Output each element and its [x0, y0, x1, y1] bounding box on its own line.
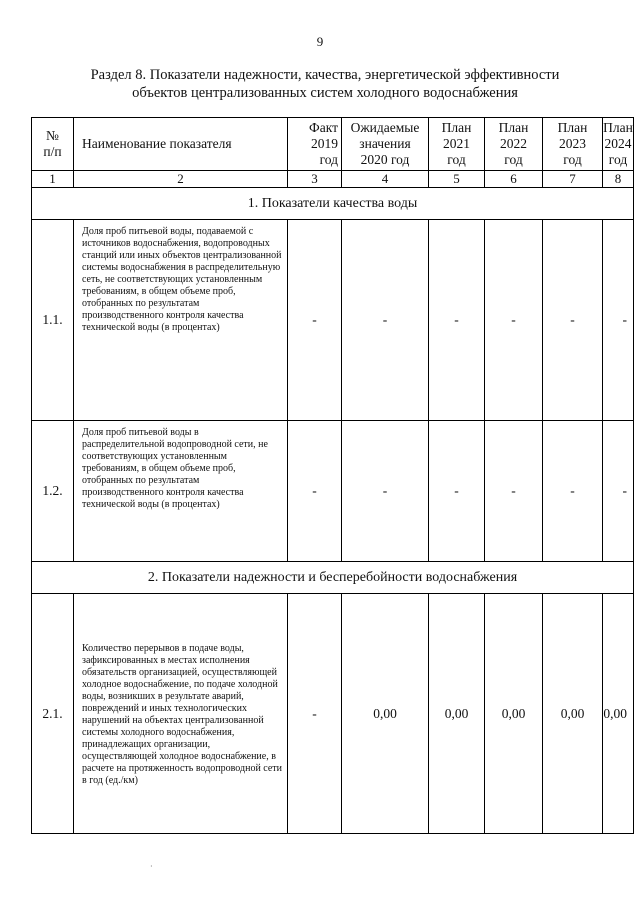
col-number: 2 [74, 171, 288, 188]
section-title-line2: объектов централизованных систем холодного водоснабжения [132, 85, 518, 101]
header-plan-2024: План 2024 год [603, 118, 634, 171]
col-number: 5 [429, 171, 485, 188]
table-row [32, 220, 634, 421]
header-fact-2019: Факт 2019 год [288, 118, 342, 171]
row-value: 0,00 [543, 594, 603, 834]
group-row-reliability [32, 562, 634, 594]
row-value: - [288, 220, 342, 421]
header-plan-2023: План 2023 год [543, 118, 603, 171]
col-number: 8 [603, 171, 634, 188]
row-value: - [603, 421, 634, 562]
header-num: № п/п [32, 118, 74, 171]
row-value: - [342, 421, 429, 562]
col-number: 7 [543, 171, 603, 188]
col-number: 1 [32, 171, 74, 188]
row-description: Доля проб питьевой воды, подаваемой с источников водоснабжения, водопроводных станций или иных объектов централизованной системы водоснабжения в распределительную сеть, не соответствующих установленным требованиям, в общем объеме проб, отобранных по результатам производственного контроля качества технической воды (в процентах) [74, 220, 288, 421]
row-value: - [543, 220, 603, 421]
group-title: 1. Показатели качества воды [32, 188, 634, 220]
scan-speck: · [150, 862, 153, 871]
row-index: 2.1. [32, 594, 74, 834]
row-value: 0,00 [485, 594, 543, 834]
col-number: 3 [288, 171, 342, 188]
row-value: - [288, 421, 342, 562]
group-title: 2. Показатели надежности и бесперебойности водоснабжения [32, 562, 634, 594]
section-title [30, 66, 620, 102]
header-row [32, 118, 634, 171]
row-index: 1.1. [32, 220, 74, 421]
row-value: 0,00 [429, 594, 485, 834]
header-expected-2020: Ожидаемые значения 2020 год [342, 118, 429, 171]
row-description: Количество перерывов в подаче воды, зафиксированных в местах исполнения обязательств организацией, осуществляющей холодное водоснабжение, по подаче холодной воды, возникших в результате аварий, повреждений и иных технологических нарушений на объектах централизованной системы холодного водоснабжения, принадлежащих организации, осуществляющей холодное водоснабжение, в расчете на протяженность водопроводной сети в год (ед./км) [74, 594, 288, 834]
table-row [32, 421, 634, 562]
header-plan-2021: План 2021 год [429, 118, 485, 171]
column-number-row [32, 171, 634, 188]
row-description: Доля проб питьевой воды в распределительной водопроводной сети, не соответствующих установленным требованиям, в общем объеме проб, отобранных по результатам производственного контроля качества технической воды (в процентах) [74, 421, 288, 562]
row-value: 0,00 [342, 594, 429, 834]
row-value: - [429, 421, 485, 562]
section-title-line1: Раздел 8. Показатели надежности, качества, энергетической эффективности [90, 67, 560, 83]
col-number: 6 [485, 171, 543, 188]
row-value: - [603, 220, 634, 421]
row-value: - [288, 594, 342, 834]
row-value: - [485, 220, 543, 421]
row-value: - [543, 421, 603, 562]
row-value: - [429, 220, 485, 421]
row-value: - [342, 220, 429, 421]
header-name: Наименование показателя [74, 118, 288, 171]
header-plan-2022: План 2022 год [485, 118, 543, 171]
row-value: 0,00 [603, 594, 634, 834]
row-index: 1.2. [32, 421, 74, 562]
group-row-water-quality [32, 188, 634, 220]
col-number: 4 [342, 171, 429, 188]
indicators-table [31, 117, 634, 834]
row-value: - [485, 421, 543, 562]
page-number: 9 [316, 34, 324, 49]
table-row [32, 594, 634, 834]
